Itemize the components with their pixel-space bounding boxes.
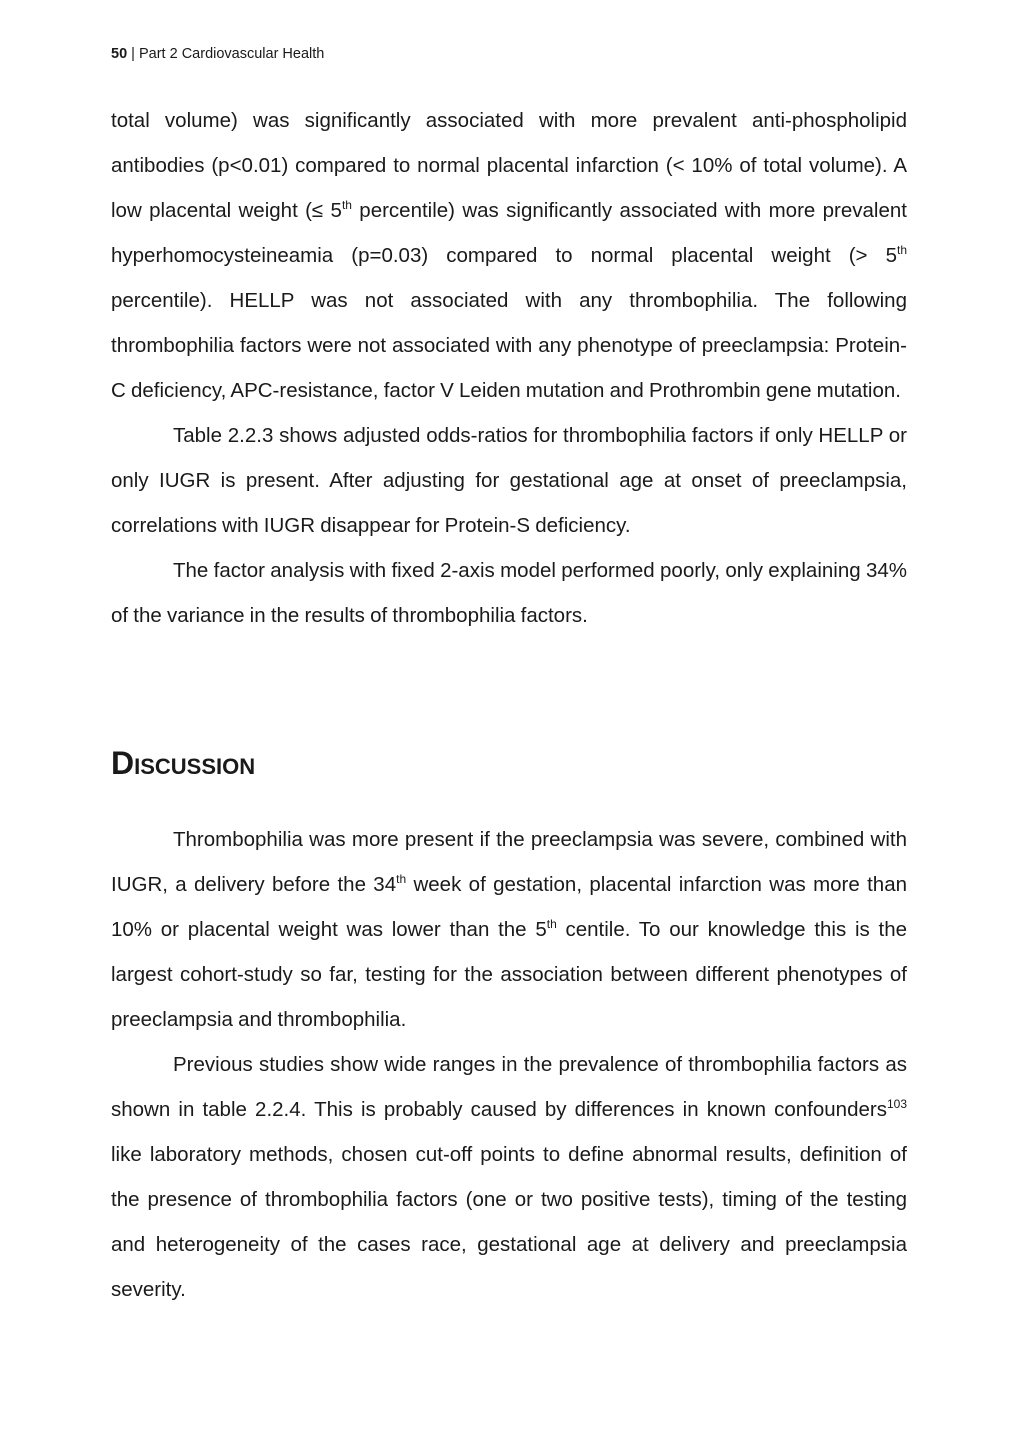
text-run: percentile) was significantly associated with more prevalent hyperhomocysteineamia (p=0.03) compared to normal placental weight (> 5 [111, 199, 907, 267]
text-run: percentile). HELLP was not associated with any thrombophilia. The following thrombophilia factors were not associated with any phenotype of preeclampsia: Protein-C deficiency, APC-resistance, factor V Leiden mutation and Prothrombin gene mutation. [111, 289, 907, 402]
header-section-title: Part 2 Cardiovascular Health [138, 46, 325, 62]
text-run: Previous studies show wide ranges in the prevalence of thrombophilia factors as shown in table 2.2.4. This is probably caused by differences in known confounders [111, 1053, 907, 1121]
superscript: th [341, 198, 352, 213]
results-text [111, 98, 907, 638]
results-paragraph-1 [111, 98, 907, 413]
page-number: 50 [111, 46, 128, 62]
superscript: th [396, 872, 407, 887]
discussion-text [111, 817, 907, 1312]
results-paragraph-3: The factor analysis with fixed 2-axis model performed poorly, only explaining 34% of the variance in the results of thrombophilia factors. [111, 559, 907, 627]
running-header [111, 44, 324, 64]
section-heading-discussion: Discussion [111, 745, 256, 781]
text-run: centile. To our knowledge this is the largest cohort-study so far, testing for the association between different phenotypes of preeclampsia and thrombophilia. [111, 918, 907, 1031]
text-run: Thrombophilia was more present if the preeclampsia was severe, combined with IUGR, a delivery before the 34 [111, 828, 907, 896]
text-run: week of gestation, placental infarction was more than 10% or placental weight was lower than the 5 [111, 873, 908, 941]
discussion-paragraph-2 [111, 1042, 907, 1312]
text-run: total volume) was significantly associated with more prevalent anti-phospholipid antibodies (p<0.01) compared to normal placental infarction (< 10% of total volume). A low placental weight (≤ 5 [111, 109, 907, 222]
discussion-paragraph-1 [111, 817, 907, 1042]
results-paragraph-2: Table 2.2.3 shows adjusted odds-ratios for thrombophilia factors if only HELLP or only IUGR is present. After adjusting for gestational age at onset of preeclampsia, correlations with IUGR disappear for Protein-S deficiency. [111, 424, 907, 537]
superscript-citation: 103 [886, 1097, 907, 1112]
header-separator: | [131, 46, 135, 62]
text-run: like laboratory methods, chosen cut-off points to define abnormal results, definition of the presence of thrombophilia factors (one or two positive tests), timing of the testing and heterogeneity of the cases race, gestational age at delivery and preeclampsia severity. [111, 1143, 907, 1301]
superscript: th [546, 917, 557, 932]
superscript: th [896, 243, 907, 258]
